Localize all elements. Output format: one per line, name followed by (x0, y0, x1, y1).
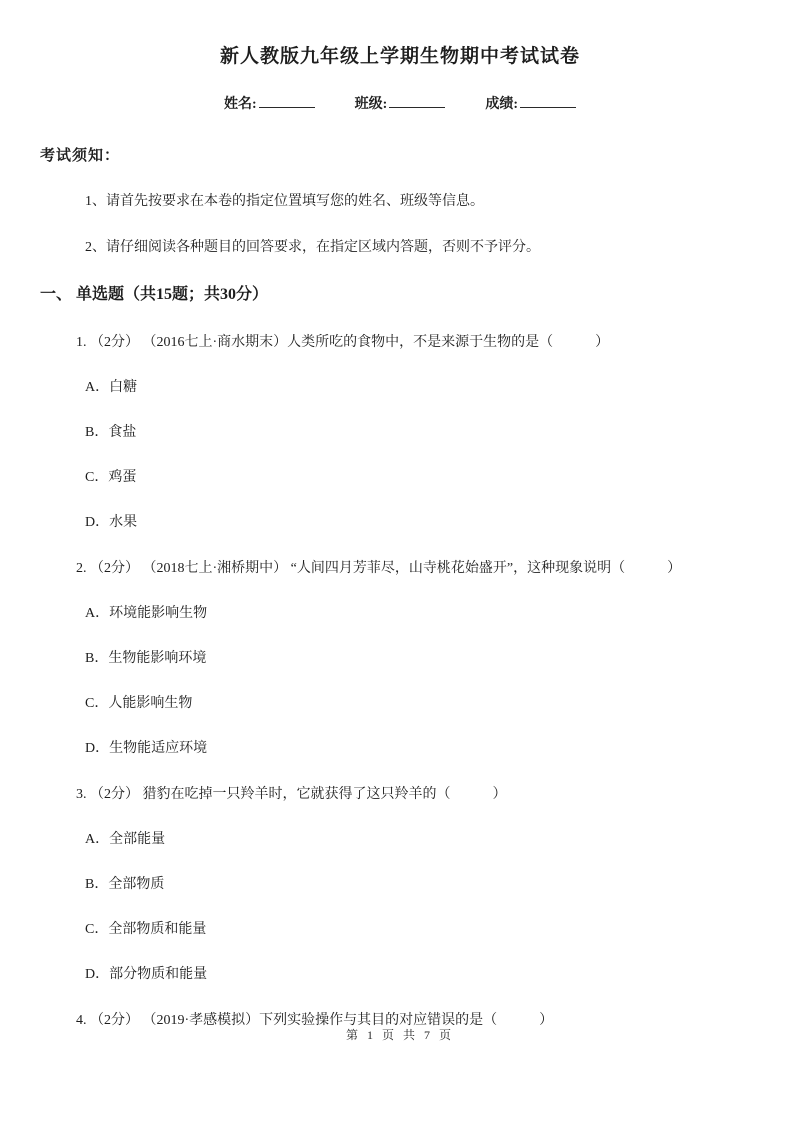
answer-option: C．鸡蛋 (85, 470, 137, 485)
student-field (224, 95, 315, 113)
page-number-footer: 第 1 页 共 7 页 (345, 1028, 454, 1042)
field-label: 姓名: (223, 97, 257, 112)
answer-option: B．全部物质 (85, 877, 165, 892)
answer-option: D．部分物质和能量 (85, 967, 208, 982)
answer-option: A．白糖 (85, 380, 138, 395)
notice-item: 2、请仔细阅读各种题目的回答要求，在指定区域内答题，否则不予评分。 (85, 240, 540, 255)
answer-option: D．生物能适应环境 (85, 741, 208, 756)
question-stem: 1. （2分） （2016七上·商水期末）人类所吃的食物中，不是来源于生物的是（ ） (76, 335, 610, 350)
answer-option: B．生物能影响环境 (85, 651, 207, 666)
exam-notice-heading: 考试须知： (40, 148, 121, 164)
field-label: 班级: (354, 97, 388, 112)
page-title: 新人教版九年级上学期生物期中考试试卷 (219, 46, 580, 67)
answer-option: C．全部物质和能量 (85, 922, 207, 937)
field-label: 成绩: (485, 97, 518, 112)
fill-in-blank-line (259, 95, 315, 108)
answer-option: B．食盐 (85, 425, 137, 440)
exam-body (0, 149, 800, 1029)
answer-option: C．人能影响生物 (85, 696, 193, 711)
fill-in-blank-line (520, 95, 576, 108)
section-heading: 一、 单选题（共15题；共30分） (40, 286, 269, 303)
notice-item: 1、请首先按要求在本卷的指定位置填写您的姓名、班级等信息。 (85, 194, 484, 209)
answer-option: A．环境能影响生物 (85, 606, 208, 621)
exam-notice-list (40, 194, 745, 256)
question-stem: 3. （2分） 猎豹在吃掉一只羚羊时，它就获得了这只羚羊的（ ） (76, 787, 507, 802)
student-field (485, 95, 576, 113)
answer-option: A．全部能量 (85, 832, 166, 847)
student-field (355, 95, 446, 113)
question-stem: 4. （2分） （2019·孝感模拟）下列实验操作与其目的对应错误的是（ ） (76, 1013, 554, 1028)
fill-in-blank-line (389, 95, 445, 108)
answer-option: D．水果 (85, 515, 138, 530)
student-info-row (0, 95, 800, 113)
question-stem: 2. （2分） （2018七上·湘桥期中） “人间四月芳菲尽，山寺桃花始盛开”，这种现象说明（ ） (76, 561, 682, 576)
question-list (40, 335, 745, 1029)
